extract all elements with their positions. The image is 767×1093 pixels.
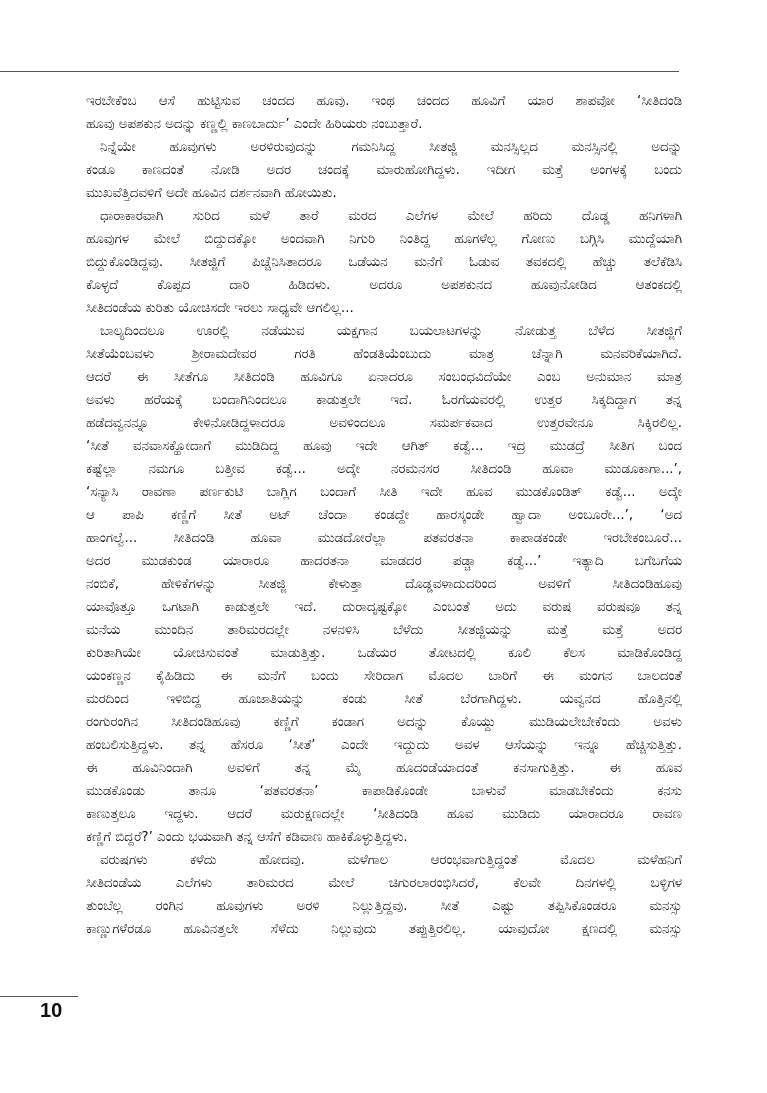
text-line: ಆ ಪಾಪಿ ಕಣ್ಣಿಗೆ ಸೀತೆ ಅಟ್ ಚೆಂದಾ ಕಂಡದ್ದೇ ಹಾರಸ್ಕಂಡೇ ಹ್ವಾದಾ ಅಂಬೂರೇ...’, ‘ಅದ <box>86 508 682 523</box>
header-rule <box>0 71 679 72</box>
text-line: ಸೀತಿದಂಡೆಯ ಎಲೆಗಳು ತಾರಿಮರದ ಮೇಲೆ ಚಿಗುರಲಾರಂಭಿಸಿದರೆ, ಕೆಲವೇ ದಿನಗಳಲ್ಲಿ ಬಳ್ಳಿಗಳ <box>86 876 682 891</box>
text-line: ಅದರ ಮುಡಕುಂಡ ಯಾರಾರೂ ಹಾದರತನಾ ಮಾಡದರ ಪಡ್ಚಾ ಕಡ್ವೆ...’ ಇತ್ಯಾದಿ ಬಗೆಬಗೆಯ <box>86 554 682 569</box>
text-line: ವರುಷಗಳು ಕಳೆದು ಹೋದವು. ಮಳೆಗಾಲ ಆರಂಭವಾಗುತ್ತಿದ್ದಂತೆ ಮೊದಲ ಮಳೆಹನಿಗೆ <box>100 853 682 868</box>
text-line: ಆದರೆ ಈ ಸೀತೆಗೂ ಸೀತಿದಂಡಿ ಹೂವಿಗೂ ಏನಾದರೂ ಸಂಬಂಧವಿದೆಯೇ ಎಂಬ ಅನುಮಾನ ಮಾತ್ರ <box>86 370 682 385</box>
text-line: ಹಡೆದವ್ವನನ್ನೂ ಕೇಳಿನೋಡಿದ್ದಳಾದರೂ ಅವಳಿಂದಲೂ ಸಮರ್ಪಕವಾದ ಉತ್ತರವೇನೂ ಸಿಕ್ಕಿರಲಿಲ್ಲ. <box>86 416 682 431</box>
text-line: ತುಂಬೆಲ್ಲ ರಂಗಿನ ಹೂವುಗಳು ಅರಳಿ ನಿಲ್ಲುತ್ತಿದ್ದವು. ಸೀತೆ ಎಷ್ಟು ತಪ್ಪಿಸಿಕೊಂಡರೂ ಮನಸ್ಸು <box>86 899 682 914</box>
text-line: ನಂಬಿಕೆ, ಹೇಳಿಕೆಗಳನ್ನು ಸೀತಜ್ಜಿ ಕೇಳುತ್ತಾ ದೊಡ್ಡವಳಾದುದರಿಂದ ಅವಳಿಗೆ ಸೀತಿದಂಡಿಹೂವು <box>86 577 682 592</box>
text-line: ಈ ಹೂವಿನಿಂದಾಗಿ ಅವಳಿಗೆ ತನ್ನ ಮೈ ಹೂದಂಡೆಯಾದಂತೆ ಕನಸಾಗುತ್ತಿತ್ತು. ಈ ಹೂವ <box>86 761 682 776</box>
text-line: ನಿನ್ನೆಯೇ ಹೂವುಗಳು ಅರಳಿರುವುದನ್ನು ಗಮನಿಸಿದ್ದ ಸೀತಜ್ಜಿ ಮನಸ್ಸಿಲ್ಲದ ಮನಸ್ಸಿನಲ್ಲಿ ಅದನ್ನು <box>100 140 682 155</box>
text-line: ಕಾಣ್ಣುಗಳೆರಡೂ ಹೂವಿನತ್ತಲೇ ಸೆಳೆದು ನಿಲ್ಲುವುದು ತಪ್ಪುತ್ತಿರಲಿಲ್ಲ. ಯಾವುದೋ ಕ್ಷಣದಲ್ಲಿ ಮನಸ್ಸು <box>86 922 682 937</box>
text-line: ಹಂಬಲಿಸುತ್ತಿದ್ದಳು. ತನ್ನ ಹೆಸರೂ ‘ಸೀತೆ’ ಎಂದೇ ಇದ್ದುದು ಅವಳ ಆಸೆಯನ್ನು ಇನ್ನೂ ಹೆಚ್ಚಿಸುತ್ತಿತ್ತು. <box>86 738 682 753</box>
text-line: ಯಾವೊತ್ತೂ ಒಗಟಾಗಿ ಕಾಡುತ್ತಲೇ ಇದೆ. ದುರಾದೃಷ್ಟಕ್ಕೋ ಎಂಬಂತೆ ಅದು ವರುಷ ವರುಷವೂ ತನ್ನ <box>86 600 682 615</box>
text-line: ಕಂಡೂ ಕಾಣದಂತೆ ನೋಡಿ ಅದರ ಚಂದಕ್ಕೆ ಮಾರುಹೋಗಿದ್ದಳು. ಇದೀಗ ಮತ್ತೆ ಅಂಗಳಕ್ಕೆ ಬಂದು <box>86 163 682 178</box>
text-line: ಬಿದ್ದುಕೊಂಡಿದ್ದವು. ಸೀತಜ್ಜಿಗೆ ಪಿಚ್ಚೆನಿಸಿತಾದರೂ ಒಡೆಯನ ಮನೆಗೆ ಓಡುವ ತವಕದಲ್ಲಿ ಹೆಚ್ಚು ತಲೆಕೆಡಿಸಿ <box>86 255 682 270</box>
text-line: ಇರಬೇಕೆಂಬ ಆಸೆ ಹುಟ್ಟಿಸುವ ಚಂದದ ಹೂವು. ಇಂಥ ಚಂದದ ಹೂವಿಗೆ ಯಾರ ಶಾಪವೋ ‘ಸೀತಿದಂಡಿ <box>86 94 682 109</box>
text-line: ಧಾರಾಕಾರವಾಗಿ ಸುರಿದ ಮಳೆ ತಾರೆ ಮರದ ಎಲೆಗಳ ಮೇಲೆ ಹರಿದು ದೊಡ್ಡ ಹನಿಗಳಾಗಿ <box>100 209 682 224</box>
text-line: ಮುಡಕೊಂಡು ತಾನೂ ‘ಪತವರತನಾ’ ಕಾಪಾಡಿಕೊಂಡೇ ಬಾಳುವೆ ಮಾಡಬೇಕೆಂದು ಕನಸು <box>86 784 682 799</box>
text-line: ಕಷ್ಟೆಲ್ಲಾ ನಮಗೂ ಬತ್ತೀವ ಕಡ್ವೆ... ಅದ್ಕೇ ನರಮನಸರ ಸೀತಿದಂಡಿ ಹೂವಾ ಮುಡೂಕಾಗಾ...’, <box>86 462 682 477</box>
text-line: ಬಾಲ್ಯದಿಂದಲೂ ಊರಲ್ಲಿ ನಡೆಯುವ ಯಕ್ಷಗಾನ ಬಯಲಾಟಗಳನ್ನು ನೋಡುತ್ತ ಬೆಳೆದ ಸೀತಜ್ಜಿಗೆ <box>100 324 682 339</box>
text-line: ರಂಗುರಂಗಿನ ಸೀತಿದಂಡಿಹೂವು ಕಣ್ಣಿಗೆ ಕಂಡಾಗ ಅದನ್ನು ಕೊಯ್ದು ಮುಡಿಯಲೇಬೇಕೆಂದು ಅವಳು <box>86 715 682 730</box>
text-line: ಕೊಳ್ಳದೆ ಕೊಪ್ಪದ ದಾರಿ ಹಿಡಿದಳು. ಅದರೂ ಅಪಶಕುನದ ಹೂವುನೋಡಿದ ಆತಂಕದಲ್ಲಿ <box>86 278 682 293</box>
text-line: ಮನೆಯ ಮುಂದಿನ ತಾರಿಮರದಲ್ಲೇ ನಳನಳಿಸಿ ಬೆಳೆದು ಸೀತಜ್ಜಿಯನ್ನು ಮತ್ತೆ ಮತ್ತೆ ಅದರ <box>86 623 682 638</box>
text-line: ‘ಸನ್ಯಾಸಿ ರಾವಣಾ ಪರ್ಣಕುಟಿ ಬಾಗ್ಲಿಗ ಬಂದಾಗೆ ಸೀತಿ ಇದೇ ಹೂವ ಮುಡಕೊಂಡಿತ್ ಕಡ್ವೆ... ಅದ್ಕೇ <box>86 485 682 500</box>
text-line: ಮರದಿಂದ ಇಳಿಬಿದ್ದ ಹೂಜಾತಿಯನ್ನು ಕಂಡು ಸೀತೆ ಬೆರಗಾಗಿದ್ದಳು. ಯವ್ವನದ ಹೊತ್ತಿನಲ್ಲಿ <box>86 692 682 707</box>
footer-rule <box>0 996 78 997</box>
text-line: ಕಾಣುತ್ತಲೂ ಇದ್ದಳು. ಆದರೆ ಮರುಕ್ಷಣದಲ್ಲೇ ‘ಸೀತಿದಂಡಿ ಹೂವ ಮುಡಿದು ಯಾರಾದರೂ ರಾವಣ <box>86 807 682 822</box>
text-line: ಕುರಿತಾಗಿಯೇ ಯೋಚಿಸುವಂತೆ ಮಾಡುತ್ತಿತ್ತು. ಒಡೆಯರ ತೋಟದಲ್ಲಿ ಕೂಲಿ ಕೆಲಸ ಮಾಡಿಕೊಂಡಿದ್ದ <box>86 646 682 661</box>
text-line: ಹೂವುಗಳ ಮೇಲೆ ಬಿದ್ದುದಕ್ಕೋ ಅಂದವಾಗಿ ನಿಗುರಿ ನಿಂತಿದ್ದ ಹೂಗಳೆಲ್ಲ ಗೋಣು ಬಗ್ಗಿಸಿ ಮುದ್ದೆಯಾಗಿ <box>86 232 682 247</box>
text-line: ಮುಖವೆತ್ತಿದವಳಿಗೆ ಅದೇ ಹೂವಿನ ದರ್ಶನವಾಗಿ ಹೋಯಿತು. <box>86 186 337 201</box>
text-line: ಕಣ್ಣಿಗೆ ಬಿದ್ದರೆ?’ ಎಂದು ಭಯವಾಗಿ ತನ್ನ ಆಸೆಗೆ ಕಡಿವಾಣ ಹಾಕಿಕೊಳ್ಳುತ್ತಿದ್ದಳು. <box>86 830 408 845</box>
text-line: ಹೂವು ಅಪಶಕುನ ಅದನ್ನು ಕಣ್ಣಲ್ಲಿ ಕಾಣಬಾರ್ದು’ ಎಂದೇ ಹಿರಿಯರು ನಂಬುತ್ತಾರೆ. <box>86 117 423 132</box>
text-line: ‘ಸೀತೆ ವನವಾಸಕ್ಹೋದಾಗೆ ಮುಡಿದಿದ್ದ ಹೂವು ಇದೇ ಆಗಿತ್ ಕಡ್ವೆ... ಇದ್ರ ಮುಡದ್ರೆ ಸೀತಿಗ ಬಂದ <box>86 439 682 454</box>
text-line: ಯಂಕಣ್ಣನ ಕೈಹಿಡಿದು ಈ ಮನೆಗೆ ಬಂದು ಸೇರಿದಾಗ ಮೊದಲ ಬಾರಿಗೆ ಈ ಮಂಗನ ಬಾಲದಂತೆ <box>86 669 682 684</box>
text-line: ಅವಳು ಹರೆಯಕ್ಕೆ ಬಂದಾಗಿನಿಂದಲೂ ಕಾಡುತ್ತಲೇ ಇದೆ. ಓರಗೆಯವರಲ್ಲಿ ಉತ್ತರ ಸಿಕ್ಕದಿದ್ದಾಗ ತನ್ನ <box>86 393 682 408</box>
text-line: ಸೀತೆಯೆಂಬವಳು ಶ್ರೀರಾಮದೇವರ ಗರತಿ ಹೆಂಡತಿಯೆಂಬುದು ಮಾತ್ರ ಚೆನ್ನಾಗಿ ಮನವರಿಕೆಯಾಗಿದೆ. <box>86 347 682 362</box>
text-line: ಸೀತಿದಂಡೆಯ ಕುರಿತು ಯೋಚಿಸದೇ ಇರಲು ಸಾಧ್ಯವೇ ಆಗಲಿಲ್ಲ... <box>86 301 354 316</box>
body-text <box>86 90 682 941</box>
text-line: ಹಾಂಗಲ್ವೆ... ಸೀತಿದಂಡಿ ಹೂವಾ ಮುಡದೋರೆಲ್ಲಾ ಪತವರತನಾ ಕಾಪಾಡಕಂಡೇ ಇರಬೇಕಂಬೂರೆ... <box>86 531 682 546</box>
page-number: 10 <box>40 1000 63 1022</box>
